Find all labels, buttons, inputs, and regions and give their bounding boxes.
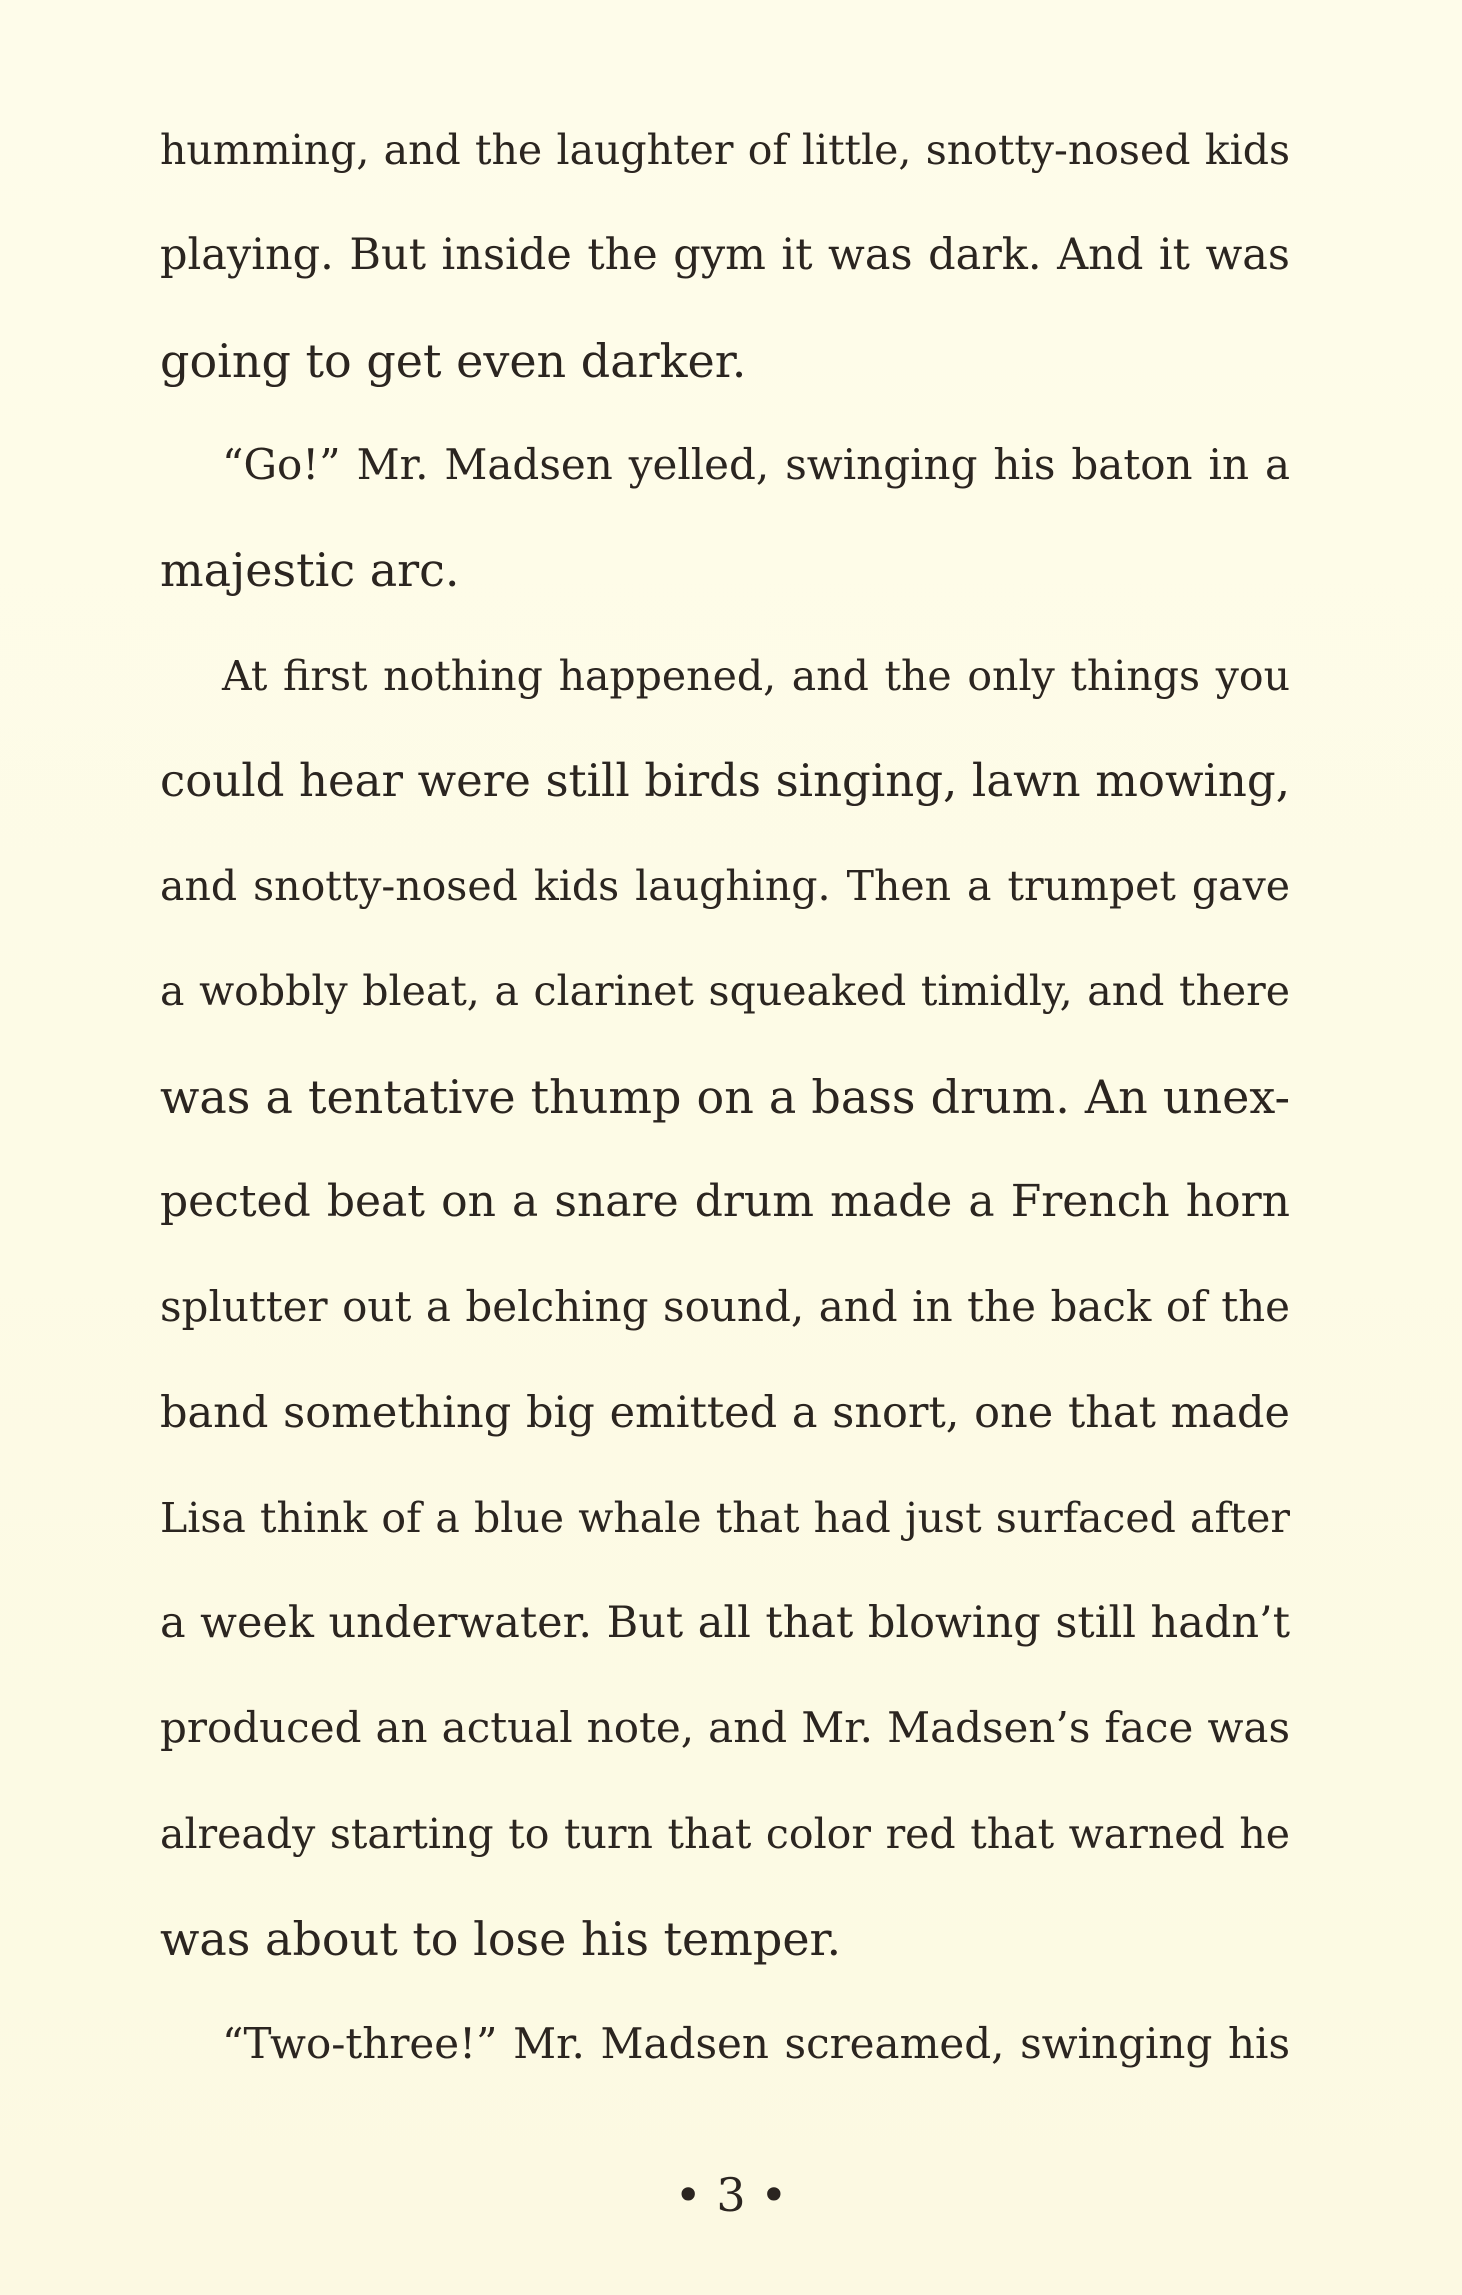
text-line: splutter out a belching sound, and in the back of the [160,1282,1290,1331]
text-line: was a tentative thump on a bass drum. An unex- [160,1070,1290,1124]
paragraph-first-line: At first nothing happened, and the only things you [222,652,1290,700]
text-line: humming, and the laughter of little, snotty-nosed kids [160,126,1290,174]
text-line: a wobbly bleat, a clarinet squeaked timidly, and there [160,967,1290,1015]
text-line: Lisa think of a blue whale that had just surfaced after [160,1494,1290,1542]
text-line: was about to lose his temper. [160,1912,842,1966]
page-number: • 3 • [674,2168,788,2222]
text-line: majestic arc. [160,543,460,597]
text-line: already starting to turn that color red that warned he [160,1810,1290,1858]
text-line: and snotty-nosed kids laughing. Then a trumpet gave [160,862,1290,910]
text-line: produced an actual note, and Mr. Madsen’s face was [160,1703,1290,1752]
text-line: band something big emitted a snort, one that made [160,1388,1290,1438]
paragraph-first-line: “Two-three!” Mr. Madsen screamed, swinging his [222,2019,1290,2068]
text-line: playing. But inside the gym it was dark. And it was [160,230,1290,280]
text-line: going to get even darker. [160,334,747,388]
text-line: pected beat on a snare drum made a French horn [160,1176,1290,1227]
paragraph-first-line: “Go!” Mr. Madsen yelled, swinging his baton in a [222,440,1290,489]
text-line: a week underwater. But all that blowing still hadn’t [160,1598,1290,1648]
text-line: could hear were still birds singing, lawn mowing, [160,754,1290,807]
